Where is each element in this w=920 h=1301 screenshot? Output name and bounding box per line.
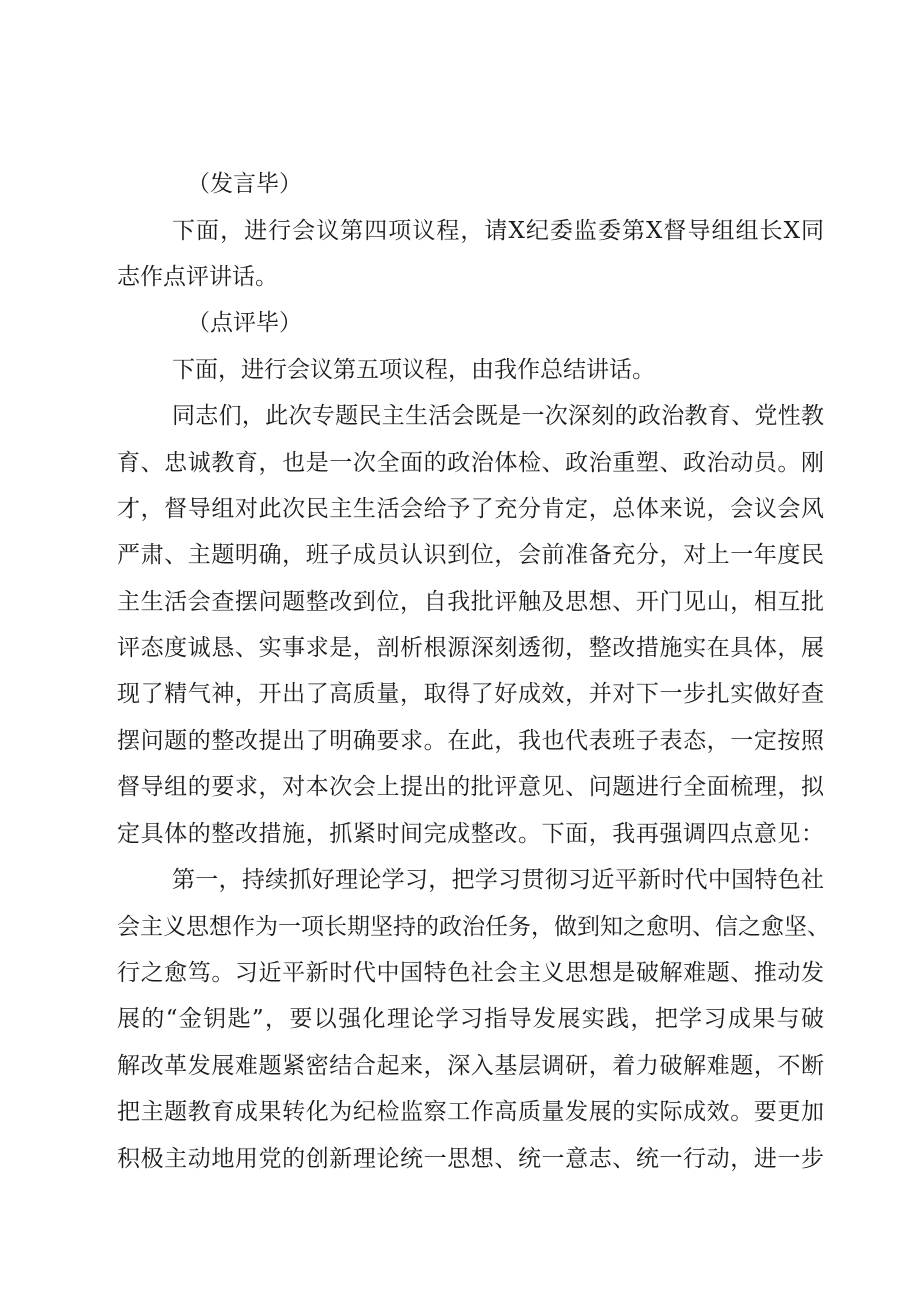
paragraph-line: 才，督导组对此次民主生活会给予了充分肯定，总体来说，会议会风 xyxy=(117,496,824,522)
text-line xyxy=(0,628,920,668)
comment-end-note: （点评毕） xyxy=(187,310,302,336)
paragraph-line: 展的“金钥匙”，要以强化理论学习指导发展实践，把学习成果与破 xyxy=(117,1006,824,1032)
paragraph-line: 积极主动地用党的创新理论统一思想、统一意志、统一行动，进一步 xyxy=(117,1146,824,1172)
text-line xyxy=(0,396,920,436)
text-line xyxy=(0,489,920,529)
paragraph-line: 摆问题的整改提出了明确要求。在此，我也代表班子表态，一定按照 xyxy=(117,728,824,754)
paragraph-line: 志作点评讲话。 xyxy=(117,264,278,290)
speech-end-note: （发言毕） xyxy=(187,171,302,197)
text-line xyxy=(0,257,920,297)
paragraph-line: 定具体的整改措施，抓紧时间完成整改。下面，我再强调四点意见： xyxy=(117,821,824,847)
text-line xyxy=(0,860,920,900)
text-line xyxy=(0,211,920,251)
paragraph-line: 育、忠诚教育，也是一次全面的政治体检、政治重塑、政治动员。刚 xyxy=(117,450,824,476)
text-line xyxy=(0,674,920,714)
paragraph-line: 下面，进行会议第四项议程，请X纪委监委第X督导组组长X同 xyxy=(172,218,824,244)
text-line xyxy=(0,999,920,1039)
paragraph-line: 同志们，此次专题民主生活会既是一次深刻的政治教育、党性教 xyxy=(172,403,824,429)
text-line xyxy=(0,1139,920,1179)
text-line xyxy=(0,164,920,204)
text-line xyxy=(0,303,920,343)
paragraph-line: 解改革发展难题紧密结合起来，深入基层调研，着力破解难题，不断 xyxy=(117,1053,824,1079)
paragraph-line: 主生活会查摆问题整改到位，自我批评触及思想、开门见山，相互批 xyxy=(117,589,824,615)
paragraph-line: 评态度诚恳、实事求是，剖析根源深刻透彻，整改措施实在具体，展 xyxy=(117,635,824,661)
text-line xyxy=(0,582,920,622)
text-line xyxy=(0,721,920,761)
paragraph-line: 第一，持续抓好理论学习，把学习贯彻习近平新时代中国特色社 xyxy=(172,867,824,893)
text-line xyxy=(0,814,920,854)
paragraph-line: 行之愈笃。习近平新时代中国特色社会主义思想是破解难题、推动发 xyxy=(117,960,824,986)
text-line xyxy=(0,535,920,575)
paragraph-line: 现了精气神，开出了高质量，取得了好成效，并对下一步扎实做好查 xyxy=(117,681,824,707)
text-line xyxy=(0,767,920,807)
text-line xyxy=(0,1046,920,1086)
paragraph-line: 督导组的要求，对本次会上提出的批评意见、问题进行全面梳理，拟 xyxy=(117,774,824,800)
text-line xyxy=(0,1092,920,1132)
text-line xyxy=(0,953,920,993)
text-line xyxy=(0,907,920,947)
paragraph-line: 下面，进行会议第五项议程，由我作总结讲话。 xyxy=(172,357,655,383)
text-line xyxy=(0,443,920,483)
paragraph-line: 严肃、主题明确，班子成员认识到位，会前准备充分，对上一年度民 xyxy=(117,542,824,568)
text-line xyxy=(0,350,920,390)
paragraph-line: 把主题教育成果转化为纪检监察工作高质量发展的实际成效。要更加 xyxy=(117,1099,824,1125)
paragraph-line: 会主义思想作为一项长期坚持的政治任务，做到知之愈明、信之愈坚、 xyxy=(117,914,830,940)
